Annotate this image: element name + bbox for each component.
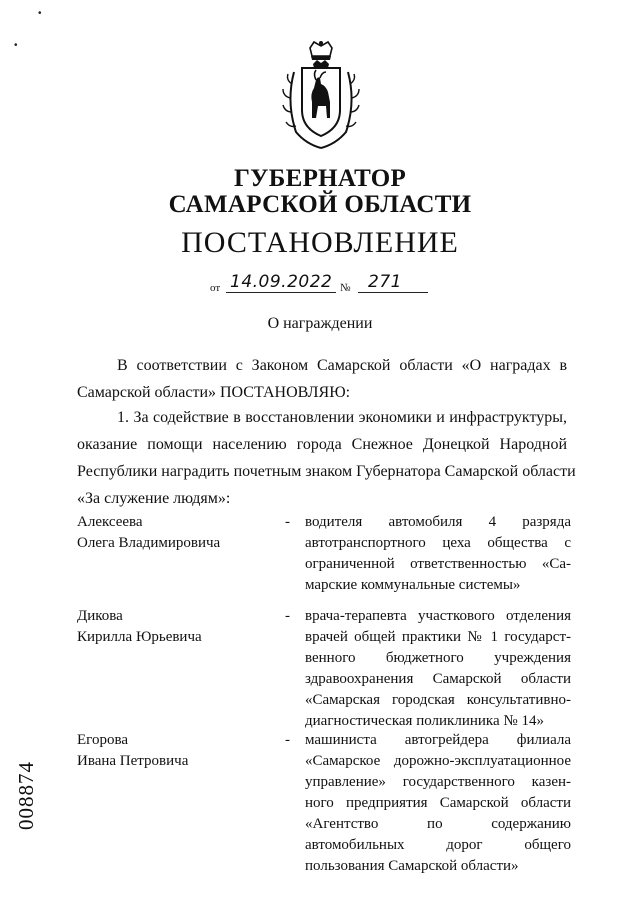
recipient-name [77,730,277,772]
position-line: пользования Самарской области» [305,858,519,874]
item-1-line: оказание помощи населению города Снежное Донецкой Народной [77,436,567,453]
preamble-line: В соответствии с Законом Самарской области «О наградах в [117,357,567,374]
position-line: машиниста автогрейдера филиала [305,732,571,748]
recipient-name [77,512,277,554]
recipient-position [305,606,571,732]
position-line: автотранспортного цеха общества с [305,535,571,551]
position-line: венного бюджетного учреждения [305,650,571,666]
scan-speck-top: • [38,8,42,19]
date-underline [226,292,336,293]
position-line: автомобильных дорог общего [305,837,571,853]
recipient-surname: Дикова [77,608,123,624]
position-line: ограниченной ответственностью «Са- [305,556,571,572]
preamble-line: Самарской области» ПОСТАНОВЛЯЮ: [77,384,351,401]
authority-line-2: САМАРСКОЙ ОБЛАСТИ [168,191,472,218]
number-underline [358,292,428,293]
recipient-given-names: Ивана Петровича [77,753,189,769]
position-line: диагностическая поликлиника № 14» [305,713,544,729]
authority-line-1: ГУБЕРНАТОР [233,165,407,192]
date-number-line [210,272,450,296]
item-1-line: «За служение людям»: [77,490,231,507]
position-line: «Агентство по содержанию [305,816,571,832]
decree-number: 271 [368,272,402,292]
number-label: № [340,282,351,294]
samara-coat-of-arms-emblem [280,40,362,152]
position-line: «Самарское дорожно-эксплуатационное [305,753,571,769]
recipient-dash: - [285,608,290,624]
recipient-dash: - [285,514,290,530]
recipient-surname: Алексеева [77,514,143,530]
item-1-paragraph [77,404,576,512]
date-from-label: от [210,282,221,294]
recipient-position [305,512,571,596]
document-type-title: ПОСТАНОВЛЕНИЕ [181,226,459,259]
recipient-dash: - [285,732,290,748]
decree-date: 14.09.2022 [230,272,333,292]
position-line: здравоохранения Самарской области [305,671,571,687]
preamble-paragraph [77,352,567,406]
position-line: марские коммунальные системы» [305,577,521,593]
item-1-line: 1. За содействие в восстановлении экономики и инфраструктуры, [117,409,567,426]
recipient-surname: Егорова [77,732,128,748]
position-line: врача-терапевта участкового отделения [305,608,571,624]
position-line: водителя автомобиля 4 разряда [305,514,571,530]
position-line: «Самарская городская консультативно- [305,692,571,708]
position-line: ного предприятия Самарской области [305,795,571,811]
recipient-given-names: Олега Владимировича [77,535,221,551]
item-1-line: Республики наградить почетным знаком Губернатора Самарской области [77,463,576,480]
decree-subject: О награждении [267,315,373,332]
recipient-position [305,730,571,877]
scan-speck-left: • [14,40,18,51]
position-line: врачей общей практики № 1 государст- [305,629,571,645]
form-serial-number: 008874 [14,761,38,830]
recipient-name [77,606,277,648]
position-line: управление» государственного казен- [305,774,571,790]
recipient-given-names: Кирилла Юрьевича [77,629,202,645]
